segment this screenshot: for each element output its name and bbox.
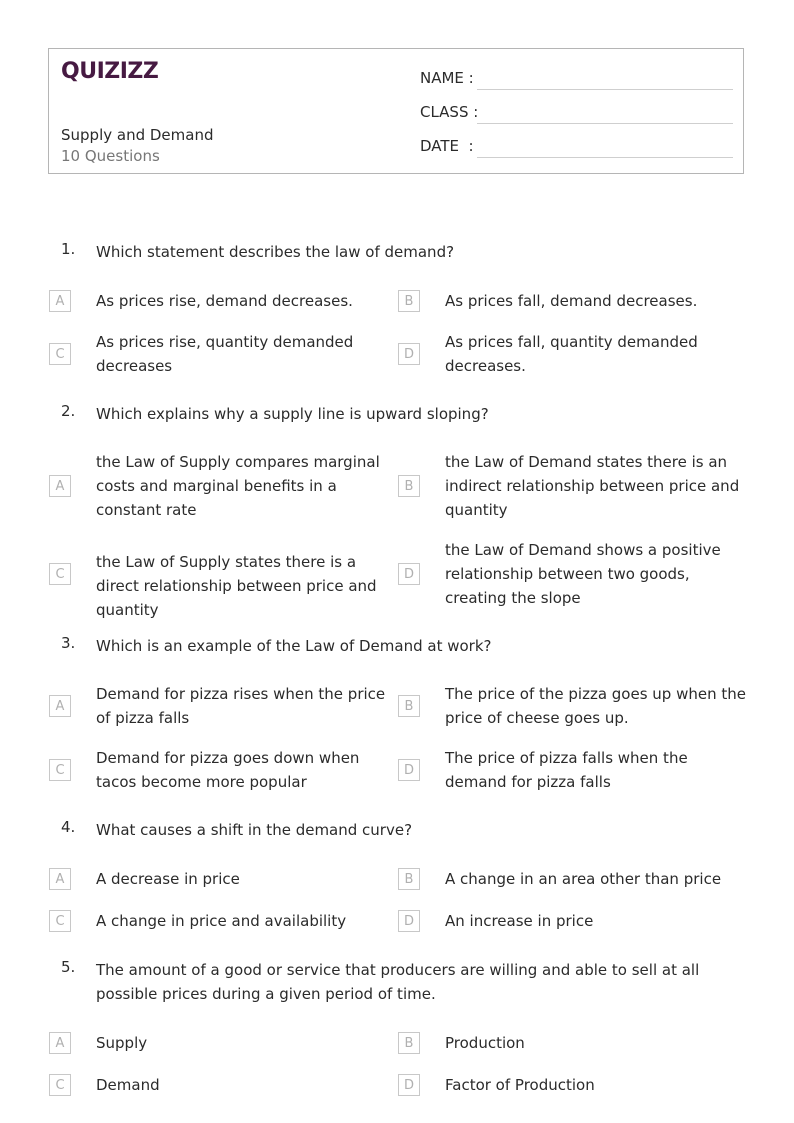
option-letter-c: C — [49, 1074, 71, 1096]
question-number: 1. — [61, 240, 76, 258]
class-label: CLASS : — [420, 103, 479, 121]
name-label: NAME : — [420, 69, 474, 87]
option-text: As prices fall, quantity demanded decreases. — [445, 333, 698, 375]
name-line — [477, 89, 733, 90]
option-text: As prices rise, quantity demanded decreases — [96, 333, 354, 375]
option-letter-a: A — [49, 868, 71, 890]
question-number: 2. — [61, 402, 76, 420]
option-letter-a: A — [49, 695, 71, 717]
option-text: A change in price and availability — [96, 912, 347, 930]
quizizz-logo: QUIZIZZ — [61, 59, 159, 84]
option-letter-d: D — [398, 563, 420, 585]
option-text: the Law of Demand states there is an indirect relationship between price and quantity — [445, 453, 740, 519]
option-letter-c: C — [49, 343, 71, 365]
option-letter-b: B — [398, 868, 420, 890]
option-text: As prices rise, demand decreases. — [96, 292, 353, 310]
option-text: Demand — [96, 1076, 160, 1094]
question-text: Which is an example of the Law of Demand at work? — [96, 637, 492, 655]
question-text: What causes a shift in the demand curve? — [96, 821, 413, 839]
question-text: Which statement describes the law of demand? — [96, 243, 455, 261]
option-text: An increase in price — [445, 912, 594, 930]
option-letter-c: C — [49, 563, 71, 585]
option-letter-b: B — [398, 475, 420, 497]
option-letter-d: D — [398, 1074, 420, 1096]
option-letter-a: A — [49, 290, 71, 312]
question-count: 10 Questions — [61, 147, 160, 165]
option-letter-d: D — [398, 910, 420, 932]
date-label: DATE : — [420, 137, 474, 155]
option-text: As prices fall, demand decreases. — [445, 292, 698, 310]
question-number: 3. — [61, 634, 76, 652]
option-text: the Law of Demand shows a positive relationship between two goods, creating the slope — [445, 541, 721, 607]
option-letter-a: A — [49, 475, 71, 497]
option-letter-c: C — [49, 759, 71, 781]
option-letter-c: C — [49, 910, 71, 932]
class-line — [477, 123, 733, 124]
worksheet-title: Supply and Demand — [61, 126, 214, 144]
question-text: The amount of a good or service that producers are willing and able to sell at all possible prices during a given period of time. — [96, 961, 700, 1003]
option-letter-a: A — [49, 1032, 71, 1054]
option-text: Demand for pizza rises when the price of pizza falls — [96, 685, 386, 727]
option-text: the Law of Supply compares marginal costs and marginal benefits in a constant rate — [96, 453, 380, 519]
worksheet-header — [48, 48, 744, 174]
option-letter-b: B — [398, 290, 420, 312]
question-text: Which explains why a supply line is upward sloping? — [96, 405, 489, 423]
option-letter-d: D — [398, 759, 420, 781]
option-text: Factor of Production — [445, 1076, 595, 1094]
option-text: The price of pizza falls when the demand for pizza falls — [445, 749, 688, 791]
option-text: the Law of Supply states there is a direct relationship between price and quantity — [96, 553, 377, 619]
option-letter-d: D — [398, 343, 420, 365]
option-letter-b: B — [398, 1032, 420, 1054]
option-text: A decrease in price — [96, 870, 240, 888]
option-text: A change in an area other than price — [445, 870, 722, 888]
option-text: The price of the pizza goes up when the price of cheese goes up. — [445, 685, 746, 727]
date-line — [477, 157, 733, 158]
option-text: Production — [445, 1034, 525, 1052]
question-number: 5. — [61, 958, 76, 976]
option-letter-b: B — [398, 695, 420, 717]
option-text: Supply — [96, 1034, 148, 1052]
option-text: Demand for pizza goes down when tacos become more popular — [96, 749, 360, 791]
question-number: 4. — [61, 818, 76, 836]
